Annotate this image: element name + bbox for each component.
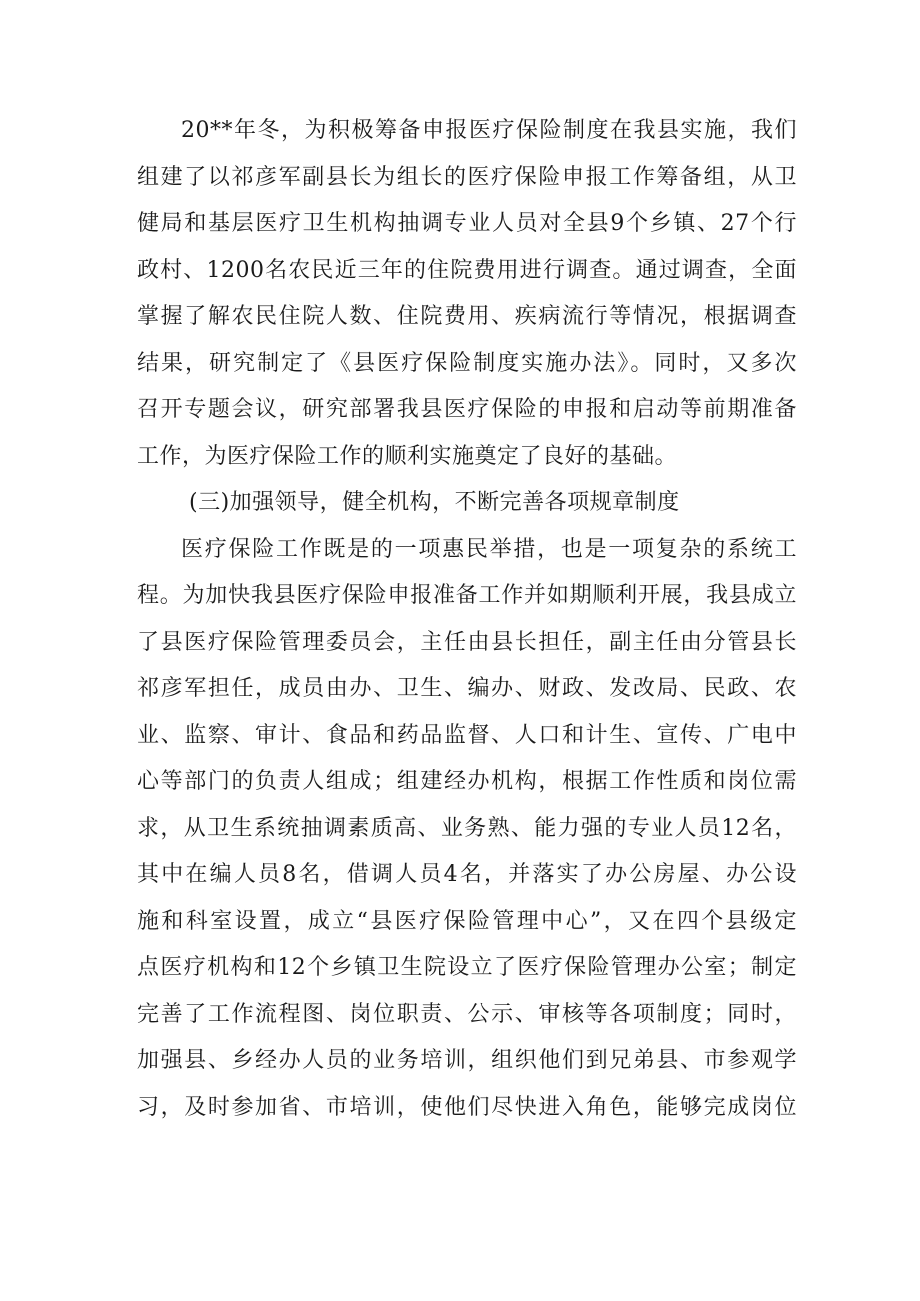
text-line: 健局和基层医疗卫生机构抽调专业人员对全县9个乡镇、27个行	[137, 211, 797, 236]
text-line: 习，及时参加省、市培训，使他们尽快进入角色，能够完成岗位	[137, 1094, 797, 1120]
paragraph-leadership-institutions	[137, 527, 797, 1132]
document-page	[137, 108, 797, 1131]
text-line: 其中在编人员8名，借调人员4名，并落实了办公房屋、办公设	[137, 862, 797, 887]
paragraph-funding-preparation	[137, 108, 797, 480]
text-line: 施和科室设置，成立“县医疗保险管理中心”，又在四个县级定	[137, 908, 797, 934]
text-line: 心等部门的负责人组成；组建经办机构，根据工作性质和岗位需	[137, 769, 797, 794]
text-line: 完善了工作流程图、岗位职责、公示、审核等各项制度；同时，	[137, 1001, 797, 1027]
text-line: 业、监察、审计、食品和药品监督、人口和计生、宣传、广电中	[137, 722, 797, 748]
text-line: 20**年冬，为积极筹备申报医疗保险制度在我县实施，我们	[181, 118, 797, 143]
text-line: 求，从卫生系统抽调素质高、业务熟、能力强的专业人员12名，	[137, 815, 797, 841]
text-line: 医疗保险工作既是的一项惠民举措，也是一项复杂的系统工	[181, 536, 797, 562]
text-line: 掌握了解农民住院人数、住院费用、疾病流行等情况，根据调查	[137, 304, 797, 329]
text-line: 点医疗机构和12个乡镇卫生院设立了医疗保险管理办公室；制定	[137, 955, 797, 980]
text-line: 组建了以祁彦军副县长为组长的医疗保险申报工作筹备组，从卫	[137, 164, 797, 190]
text-line: 程。为加快我县医疗保险申报准备工作并如期顺利开展，我县成立	[137, 583, 797, 608]
text-line: 了县医疗保险管理委员会，主任由县长担任，副主任由分管县长	[137, 629, 797, 655]
text-line: 祁彦军担任，成员由办、卫生、编办、财政、发改局、民政、农	[137, 676, 797, 701]
text-line: 召开专题会议，研究部署我县医疗保险的申报和启动等前期准备	[137, 397, 797, 422]
text-line: 加强县、乡经办人员的业务培训，组织他们到兄弟县、市参观学	[137, 1048, 797, 1073]
section-heading: (三)加强领导，健全机构，不断完善各项规章制度	[189, 490, 680, 515]
text-line: 政村、1200名农民近三年的住院费用进行调查。通过调查，全面	[137, 257, 797, 283]
text-line: 工作，为医疗保险工作的顺利实施奠定了良好的基础。	[137, 443, 678, 469]
text-line: 结果，研究制定了《县医疗保险制度实施办法》。同时，又多次	[137, 350, 797, 376]
